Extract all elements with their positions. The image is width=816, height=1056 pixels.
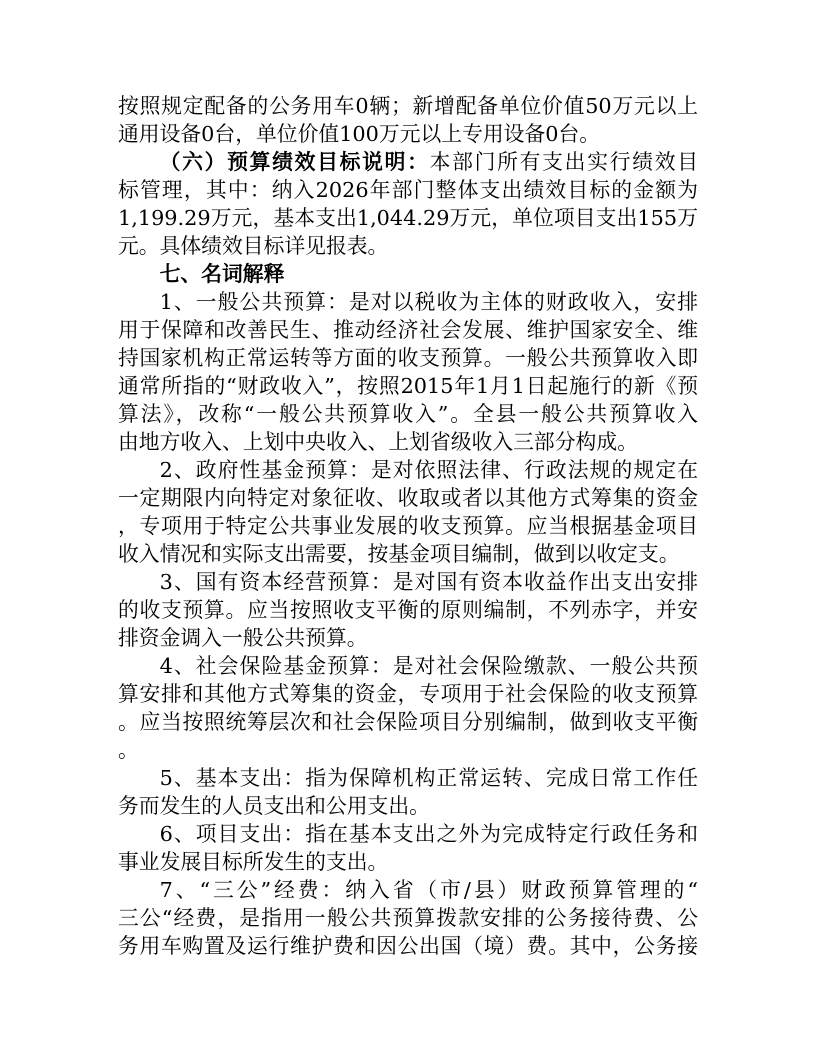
bold-heading-text: （六）预算绩效目标说明： [159, 149, 430, 174]
text-line: 。应当按照统筹层次和社会保险项目分别编制，做到收支平衡 [118, 710, 698, 734]
text-line: 收入情况和实际支出需要，按基金项目编制，做到以收定支。 [118, 542, 680, 566]
text-line: 用于保障和改善民生、推动经济社会发展、维护国家安全、维 [118, 318, 698, 342]
text-line: ，专项用于特定公共事业发展的收支预算。应当根据基金项目 [118, 514, 698, 538]
text-line: 按照规定配备的公务用车0辆；新增配备单位价值50万元以上 [118, 94, 698, 118]
text-line-heading [118, 260, 698, 288]
bold-heading-text: 七、名词解释 [159, 261, 285, 286]
text-line: 。 [118, 738, 139, 762]
text-line: 的收支预算。应当按照收支平衡的原则编制，不列赤字，并安 [118, 598, 698, 622]
text-line: 标管理，其中：纳入2026年部门整体支出绩效目标的金额为 [118, 178, 698, 202]
text-line: 一定期限内向特定对象征收、收取或者以其他方式筹集的资金 [118, 486, 698, 510]
text-line: 事业发展目标所发生的支出。 [118, 850, 389, 874]
text-line: 持国家机构正常运转等方面的收支预算。一般公共预算收入即 [118, 346, 698, 370]
text-line: 元。具体绩效目标详见报表。 [118, 234, 389, 258]
text-line: 6、项目支出：指在基本支出之外为完成特定行政任务和 [159, 822, 698, 846]
text-line: 通用设备0台，单位价值100万元以上专用设备0台。 [118, 122, 601, 146]
text-line: 5、基本支出：指为保障机构正常运转、完成日常工作任 [159, 766, 698, 790]
text-line: 排资金调入一般公共预算。 [118, 626, 368, 650]
text-line: 7、“三公”经费：纳入省（市/县）财政预算管理的“ [159, 878, 698, 902]
text-line: 通常所指的“财政收入”，按照2015年1月1日起施行的新《预 [118, 374, 698, 398]
text-line: 务而发生的人员支出和公用支出。 [118, 794, 430, 818]
text-line-heading: （六）预算绩效目标说明：本部门所有支出实行绩效目 [159, 149, 699, 174]
text-line: 4、社会保险基金预算：是对社会保险缴款、一般公共预 [159, 654, 698, 678]
text-line: 2、政府性基金预算：是对依照法律、行政法规的规定在 [159, 458, 698, 482]
text-line: 务用车购置及运行维护费和因公出国（境）费。其中，公务接 [118, 934, 698, 958]
text-line: 三公“经费，是指用一般公共预算拨款安排的公务接待费、公 [118, 906, 698, 930]
text-line: 3、国有资本经营预算：是对国有资本收益作出支出安排 [159, 570, 698, 594]
text-line: 算安排和其他方式筹集的资金，专项用于社会保险的收支预算 [118, 682, 698, 706]
text-line: 1、一般公共预算：是对以税收为主体的财政收入，安排 [159, 290, 698, 314]
text-line: 1,199.29万元，基本支出1,044.29万元，单位项目支出155万 [118, 206, 698, 230]
text-line: 算法》，改称“一般公共预算收入”。全县一般公共预算收入 [118, 402, 698, 426]
text-line: 由地方收入、上划中央收入、上划省级收入三部分构成。 [118, 430, 638, 454]
document-body [118, 92, 698, 960]
